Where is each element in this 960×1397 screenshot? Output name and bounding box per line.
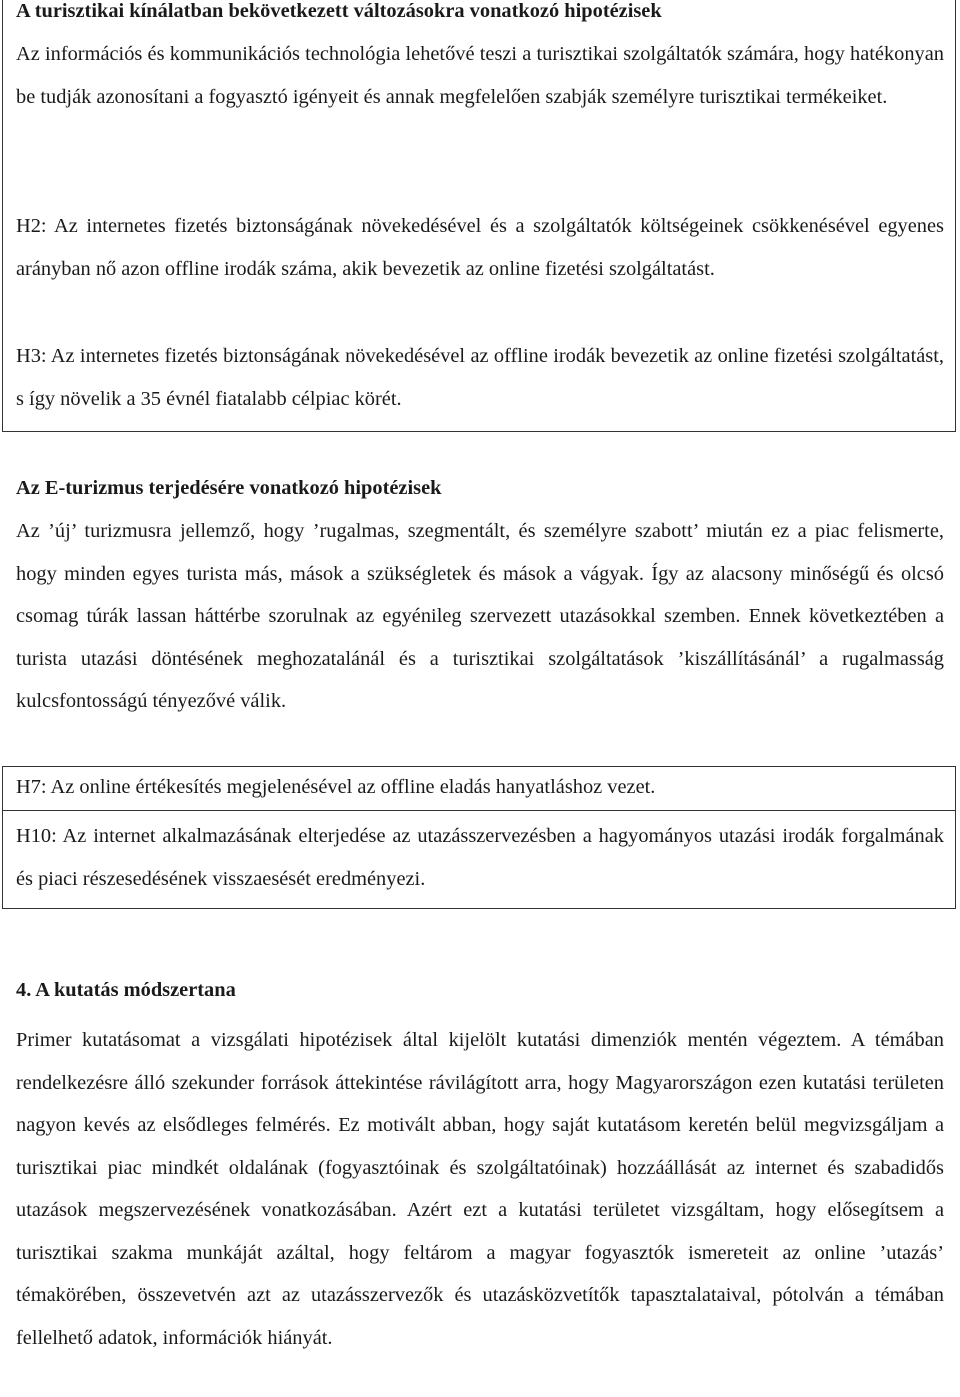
box-divider: [3, 810, 955, 811]
section-heading-etourism: Az E-turizmus terjedésére vonatkozó hipotézisek: [16, 477, 442, 499]
section-body-methodology: Primer kutatásomat a vizsgálati hipotézisek által kijelölt kutatási dimenziók mentén végeztem. A témában rendelkezésre álló szekunder források áttekintése rávilágított arra, hogy Magyarországon ezen kutatási területen nagyon kevés az elsődleges felmérés. Ez motivált abban, hogy saját kutatásom keretén belül megvizsgáljam a turisztikai piac mindkét oldalának (fogyasztóinak és szolgáltatóinak) hozzáállását az internet és szabadidős utazások megszervezésének vonatkozásában. Azért ezt a kutatási területet vizsgáltam, hogy elősegítsem a turisztikai szakma munkáját azáltal, hogy feltárom a magyar fogyasztók ismereteit az online ’utazás’ témakörében, összevetvén azt az utazásszervezők és utazásközvetítők tapasztalataival, pótolván a témában fellelhető adatok, információk hiányát.: [16, 1029, 944, 1349]
section-intro-supply: Az információs és kommunikációs technológia lehetővé teszi a turisztikai szolgáltatók számára, hogy hatékonyan be tudják azonosítani a fogyasztó igényeit és annak megfelelően szabják személyre turisztikai termékeiket.: [16, 43, 944, 108]
section-heading-supply: A turisztikai kínálatban bekövetkezett változásokra vonatkozó hipotézisek: [16, 0, 662, 22]
hypothesis-h2: H2: Az internetes fizetés biztonságának növekedésével és a szolgáltatók költségeinek csökkenésével egyenes arányban nő azon offline irodák száma, akik bevezetik az online fizetési szolgáltatást.: [16, 215, 944, 280]
hypothesis-h3: H3: Az internetes fizetés biztonságának növekedésével az offline irodák bevezetik az online fizetési szolgáltatást, s így növelik a 35 évnél fiatalabb célpiac körét.: [16, 345, 944, 410]
hypothesis-h7: H7: Az online értékesítés megjelenésével az offline eladás hanyatláshoz vezet.: [16, 776, 656, 798]
section-heading-methodology: 4. A kutatás módszertana: [16, 979, 236, 1001]
hypothesis-h10: H10: Az internet alkalmazásának elterjedése az utazásszervezésben a hagyományos utazási irodák forgalmának és piaci részesedésének visszaesését eredményezi.: [16, 825, 944, 890]
section-body-etourism: Az ’új’ turizmusra jellemző, hogy ’rugalmas, szegmentált, és személyre szabott’ miután ez a piac felismerte, hogy minden egyes turista más, mások a szükségletek és mások a vágyak. Így az alacsony minőségű és olcsó csomag túrák lassan háttérbe szorulnak az egyénileg szervezett utazásokkal szemben. Ennek következtében a turista utazási döntésének meghozatalánál és a turisztikai szolgáltatások ’kiszállításánál’ a rugalmasság kulcsfontosságú tényezővé válik.: [16, 520, 944, 712]
